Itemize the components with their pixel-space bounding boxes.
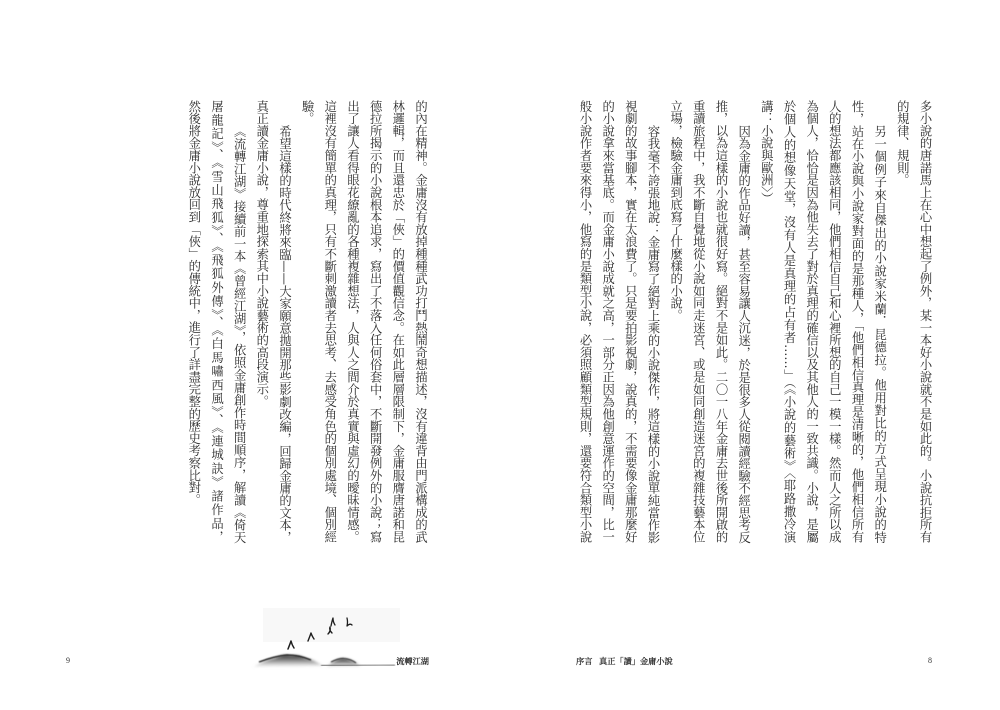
text-column: 容我毫不誇張地說：金庸寫了絕對上乘的小說傑作，將這樣的小說單純當作影	[646, 124, 660, 543]
text-column: 重讀旅程中，我不斷自覺地從小說如同走迷宮、或是如同創造迷宮的複雜技藝本位	[691, 100, 706, 543]
running-footer-book-title: 流轉江湖	[396, 656, 429, 666]
text-column: 的規律、規則。	[895, 100, 910, 187]
text-column: 的內在精神。金庸沒有放掉種種武功打鬥熱鬧奇想描述，沒有違背由門派構成的武	[413, 100, 428, 543]
text-column: 多小說的唐諾馬上在心中想起了例外，某一本好小說就不是如此的。小說抗拒所有	[918, 100, 932, 543]
horizon-line	[321, 665, 395, 666]
text-column: 於個人的想像天堂，沒有人是真理的占有者……」（《小說的藝術》〈耶路撒冷演	[782, 100, 796, 543]
text-column: 推，以為這樣的小說也就很好寫。絕對不是如此。二〇一八年金庸去世後所開啟的	[714, 100, 728, 543]
text-column: 因為金庸的作品好讀，甚至容易讓人沉迷，於是很多人從閱讀經驗不經思考反	[736, 124, 751, 543]
text-column: 德拉所揭示的小說根本追求，寫出了不落入任何俗套中，不斷開發例外的小說；寫	[368, 100, 383, 543]
text-column: 出了讓人看得眼花繚亂的各種複雜想法，人與人之間介於真實與虛幻的曖昧情感。	[345, 100, 360, 543]
text-column: 的小說拿來當基底。而金庸小說成就之高，一部分正因為他創意運作的空間，比一	[600, 100, 615, 543]
ink-birds-mountains-illustration	[225, 600, 405, 675]
text-column: 人的想法都應該相同，他們相信自己和心裡所想的自己一模一樣。然而人之所以成	[827, 100, 842, 543]
page-number: 8	[928, 656, 932, 665]
text-column: 驗。	[300, 100, 315, 125]
text-column: 立場，檢驗金庸到底寫了什麼樣的小說。	[668, 100, 683, 322]
text-column: 林邏輯，而且還忠於「俠」的價值觀信念。在如此層層限制下，金庸服膺唐諾和昆	[390, 100, 405, 543]
text-column: 然後將金庸小說放回到「俠」的傳統中，進行了詳盡完整的歷史考察比對。	[186, 100, 201, 506]
text-column: 另一個例子來自傑出的小說家米蘭．昆德拉。他用對比的方式呈現小說的特	[872, 124, 887, 543]
text-column: 屠龍記》、《雪山飛狐》、《飛狐外傳》、《白馬嘯西風》、《連城訣》諸作品，	[209, 100, 224, 543]
text-column: 般小說作者要來得小，他寫的是類型小說，必須照顧類型規則，還要符合類型小說	[578, 100, 592, 543]
running-footer-section: 序言	[576, 656, 593, 666]
text-column: 真正讀金庸小說，尊重地探索其中小說藝術的高段演示。	[254, 100, 269, 408]
text-column: 講：小說與歐洲〉）	[759, 100, 774, 205]
running-footer-chapter-title: 真正「讀」金庸小說	[599, 656, 673, 666]
text-column: 視劇的故事腳本，實在太浪費了。只是要拍影視劇，說真的，不需要像金庸那麼好	[623, 100, 638, 543]
right-page	[500, 0, 1000, 710]
text-column: 性，站在小說與小說家對面的是那種人，「他們相信真理是清晰的，他們相信所有	[850, 100, 864, 543]
text-column: 為個人，恰恰是因為他失去了對於真理的確信以及其他人的一致共識。小說，是屬	[804, 100, 819, 543]
bird-icon	[288, 641, 294, 649]
text-column: 希望這樣的時代終將來臨——大家願意拋開那些影劇改編，回歸金庸的文本，	[277, 124, 292, 543]
text-column: 《流轉江湖》接續前一本《曾經江湖》，依照金庸創作時間順序，解讀《倚天	[232, 124, 247, 543]
text-column: 這裡沒有簡單的真理，只有不斷刺激讀者去思考、去感受角色的個別處境、個別經	[322, 100, 337, 543]
page-number: 9	[66, 656, 70, 665]
